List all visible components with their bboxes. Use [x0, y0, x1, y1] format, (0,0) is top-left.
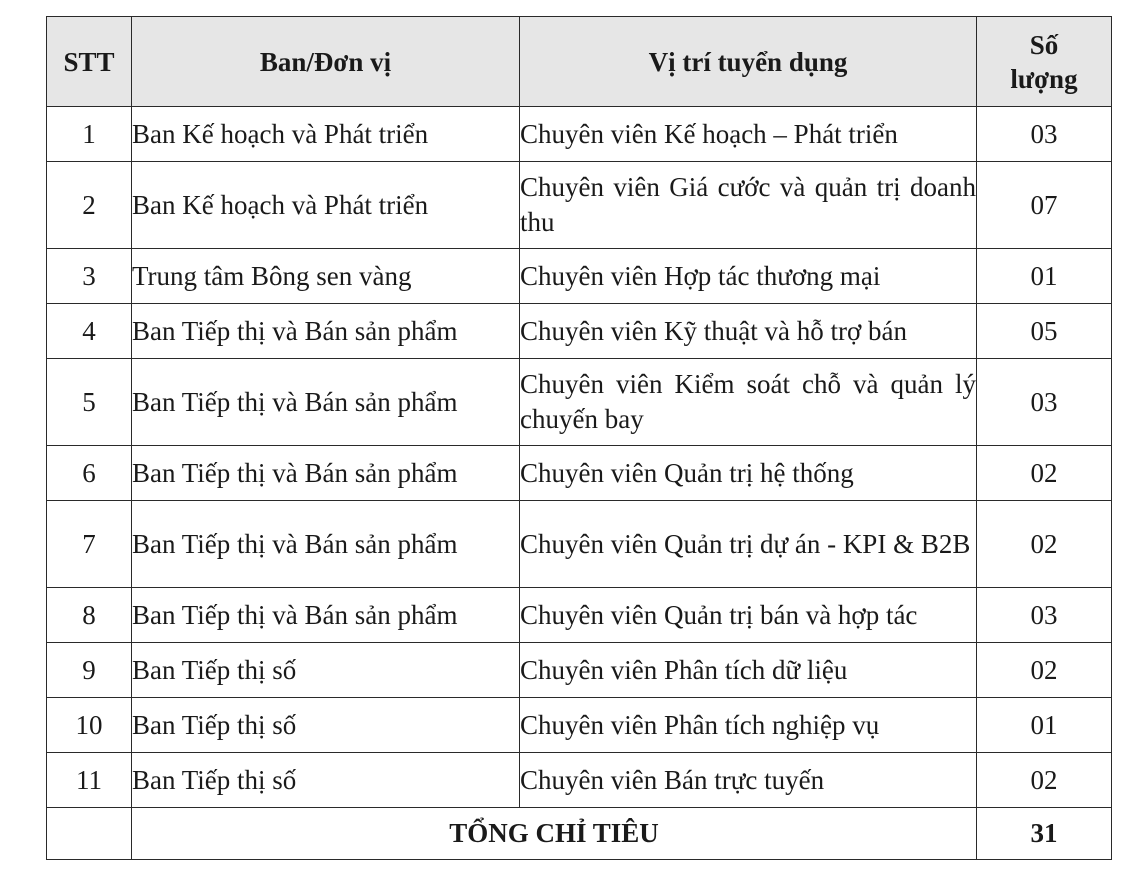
cell-position: Chuyên viên Kế hoạch – Phát triển: [520, 107, 977, 162]
cell-unit: Ban Tiếp thị và Bán sản phẩm: [132, 304, 520, 359]
cell-stt: 8: [47, 588, 132, 643]
cell-stt: 3: [47, 249, 132, 304]
cell-unit: Ban Tiếp thị số: [132, 698, 520, 753]
cell-quantity: 03: [977, 359, 1112, 446]
table-row: [47, 643, 1112, 698]
cell-unit: Ban Kế hoạch và Phát triển: [132, 162, 520, 249]
cell-unit: Ban Tiếp thị số: [132, 753, 520, 808]
total-value: 31: [977, 808, 1112, 860]
table-row: [47, 446, 1112, 501]
header-quantity-line1: Số: [1029, 29, 1059, 60]
table-row: [47, 698, 1112, 753]
cell-stt: 1: [47, 107, 132, 162]
table-row: [47, 162, 1112, 249]
table-row: [47, 304, 1112, 359]
cell-quantity: 02: [977, 446, 1112, 501]
table-body: [47, 107, 1112, 860]
header-stt: STT: [47, 17, 132, 107]
cell-position: Chuyên viên Bán trực tuyến: [520, 753, 977, 808]
cell-unit: Ban Tiếp thị và Bán sản phẩm: [132, 501, 520, 588]
header-position: Vị trí tuyển dụng: [520, 17, 977, 107]
table-row: [47, 107, 1112, 162]
cell-stt: 4: [47, 304, 132, 359]
cell-position: Chuyên viên Phân tích nghiệp vụ: [520, 698, 977, 753]
cell-quantity: 07: [977, 162, 1112, 249]
cell-position: Chuyên viên Quản trị dự án - KPI & B2B: [520, 501, 977, 588]
table-row: [47, 249, 1112, 304]
cell-position: Chuyên viên Phân tích dữ liệu: [520, 643, 977, 698]
header-row: [47, 17, 1112, 107]
cell-stt: 7: [47, 501, 132, 588]
cell-position: Chuyên viên Quản trị bán và hợp tác: [520, 588, 977, 643]
cell-position: Chuyên viên Quản trị hệ thống: [520, 446, 977, 501]
table-row: [47, 753, 1112, 808]
cell-unit: Trung tâm Bông sen vàng: [132, 249, 520, 304]
cell-position: Chuyên viên Kỹ thuật và hỗ trợ bán: [520, 304, 977, 359]
total-row: [47, 808, 1112, 860]
cell-stt: 11: [47, 753, 132, 808]
cell-stt: 9: [47, 643, 132, 698]
cell-position: Chuyên viên Kiểm soát chỗ và quản lý chuyến bay: [520, 359, 977, 446]
cell-unit: Ban Tiếp thị và Bán sản phẩm: [132, 588, 520, 643]
cell-quantity: 02: [977, 753, 1112, 808]
table-row: [47, 588, 1112, 643]
cell-quantity: 01: [977, 698, 1112, 753]
cell-unit: Ban Kế hoạch và Phát triển: [132, 107, 520, 162]
cell-quantity: 02: [977, 501, 1112, 588]
cell-unit: Ban Tiếp thị số: [132, 643, 520, 698]
cell-quantity: 03: [977, 107, 1112, 162]
cell-stt: 10: [47, 698, 132, 753]
cell-quantity: 01: [977, 249, 1112, 304]
cell-quantity: 05: [977, 304, 1112, 359]
cell-quantity: 03: [977, 588, 1112, 643]
cell-stt: 6: [47, 446, 132, 501]
cell-quantity: 02: [977, 643, 1112, 698]
total-label: TỔNG CHỈ TIÊU: [132, 808, 977, 860]
header-quantity-line2: lượng: [1010, 63, 1078, 94]
header-quantity: [977, 17, 1112, 107]
total-empty-cell: [47, 808, 132, 860]
table-row: [47, 359, 1112, 446]
table-row: [47, 501, 1112, 588]
cell-unit: Ban Tiếp thị và Bán sản phẩm: [132, 446, 520, 501]
cell-position: Chuyên viên Hợp tác thương mại: [520, 249, 977, 304]
table-header: [47, 17, 1112, 107]
cell-position: Chuyên viên Giá cước và quản trị doanh thu: [520, 162, 977, 249]
cell-stt: 2: [47, 162, 132, 249]
cell-stt: 5: [47, 359, 132, 446]
header-unit: Ban/Đơn vị: [132, 17, 520, 107]
recruitment-table: [46, 16, 1112, 860]
cell-unit: Ban Tiếp thị và Bán sản phẩm: [132, 359, 520, 446]
